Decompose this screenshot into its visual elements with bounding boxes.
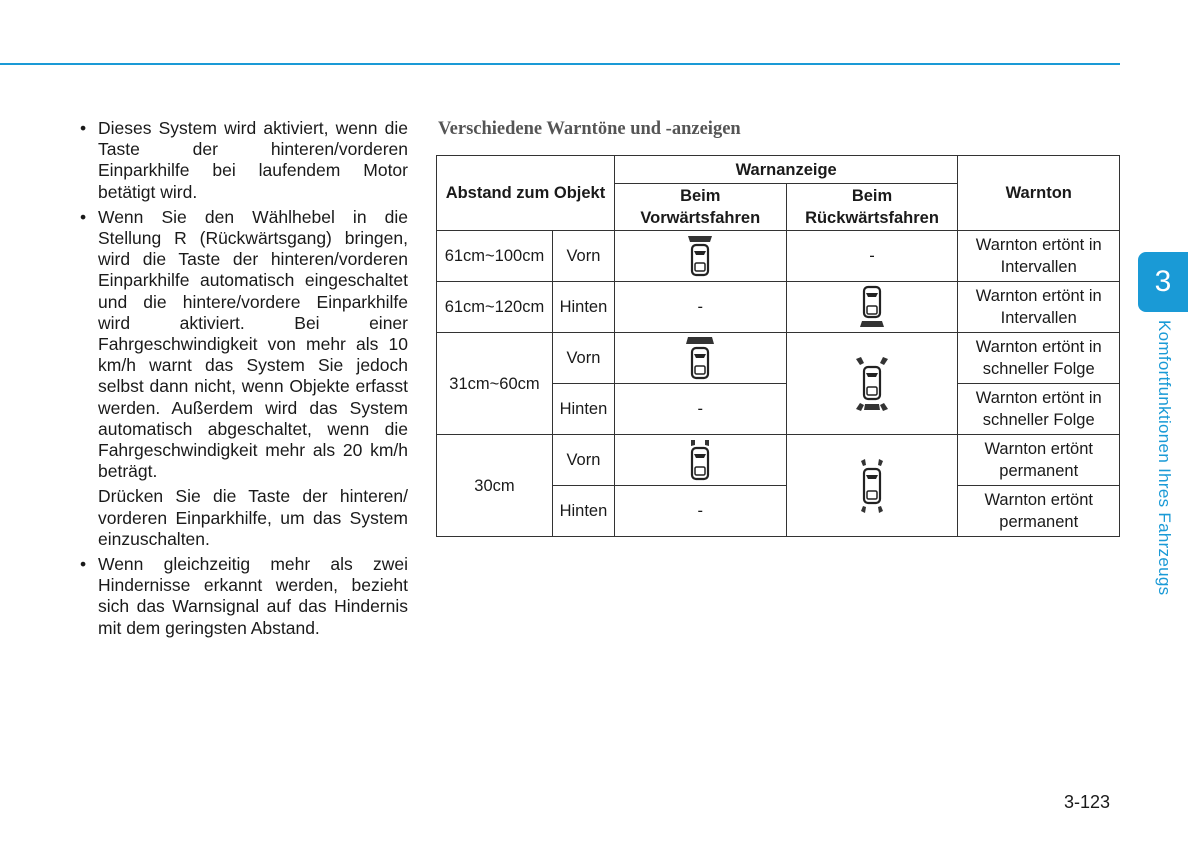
section-title: Verschiedene Warntöne und -anzeigen (438, 119, 741, 139)
paragraph: Drücken Sie die Taste der hinteren/ vorderen Einparkhilfe, um das System einzuschalten. (98, 486, 408, 549)
header-rule (0, 63, 1120, 65)
page-number: 3-123 (1064, 792, 1111, 812)
car-corner-sensors-icon (852, 457, 892, 515)
header-reverse: Beim Rückwärtsfahren (786, 184, 958, 231)
left-column (80, 118, 408, 643)
tone-cell: Warnton ertönt in Intervallen (958, 231, 1120, 282)
position-cell: Hinten (552, 282, 614, 333)
header-distance: Abstand zum Objekt (437, 156, 615, 231)
reverse-indicator-cell (786, 282, 958, 333)
position-cell: Hinten (552, 486, 614, 537)
forward-indicator-cell: - (614, 282, 786, 333)
distance-cell: 61cm~100cm (437, 231, 553, 282)
car-rear-sensors-icon (855, 285, 889, 329)
distance-cell: 61cm~120cm (437, 282, 553, 333)
chapter-title: Komfortfunktionen Ihres Fahrzeugs (1155, 320, 1174, 596)
warning-table (436, 155, 1120, 537)
reverse-indicator-cell (786, 435, 958, 537)
forward-indicator-cell (614, 435, 786, 486)
tone-cell: Warnton ertönt permanent (958, 435, 1120, 486)
chapter-tab: 3 (1138, 252, 1188, 312)
car-front-sensors-icon (683, 234, 717, 278)
position-cell: Vorn (552, 231, 614, 282)
distance-cell: 31cm~60cm (437, 333, 553, 435)
header-indicator: Warnanzeige (614, 156, 958, 184)
reverse-indicator-cell: - (786, 231, 958, 282)
bullet-item: • Wenn Sie den Wählhebel in die Stellung R (Rückwärtsgang) bringen, wird die Taste der hinteren/vorderen Einparkhilfe automatisch eingeschaltet und die hintere/vordere Einparkhilfe wird aktiviert. Bei einer Fahrgeschwindigkeit von mehr als 10 km/h warnt das System Sie jedoch selbst dann nicht, wenn Objekte erfasst werden. Außerdem wird das System automatisch abgeschaltet, wenn die Fahrgeschwindigkeit mehr als 20 km/h beträgt. (80, 207, 408, 483)
tone-cell: Warnton ertönt in schneller Folge (958, 333, 1120, 384)
bullet-item: • Dieses System wird aktiviert, wenn die Taste der hinteren/vorderen Einparkhilfe bei laufendem Motor betätigt wird. (80, 118, 408, 203)
position-cell: Hinten (552, 384, 614, 435)
car-corner-sensors-icon (852, 355, 892, 413)
forward-indicator-cell: - (614, 384, 786, 435)
header-forward: Beim Vorwärtsfahren (614, 184, 786, 231)
position-cell: Vorn (552, 333, 614, 384)
forward-indicator-cell (614, 231, 786, 282)
tone-cell: Warnton ertönt in schneller Folge (958, 384, 1120, 435)
tone-cell: Warnton ertönt permanent (958, 486, 1120, 537)
car-front-sensors-icon (682, 335, 718, 381)
bullet-item: • Wenn gleichzeitig mehr als zwei Hindernisse erkannt werden, bezieht sich das Warnsignal auf das Hindernis mit dem geringsten Abstand. (80, 554, 408, 639)
header-tone: Warnton (958, 156, 1120, 231)
forward-indicator-cell (614, 333, 786, 384)
reverse-indicator-cell (786, 333, 958, 435)
position-cell: Vorn (552, 435, 614, 486)
tone-cell: Warnton ertönt in Intervallen (958, 282, 1120, 333)
car-front-sensors-icon (683, 438, 717, 482)
distance-cell: 30cm (437, 435, 553, 537)
forward-indicator-cell: - (614, 486, 786, 537)
